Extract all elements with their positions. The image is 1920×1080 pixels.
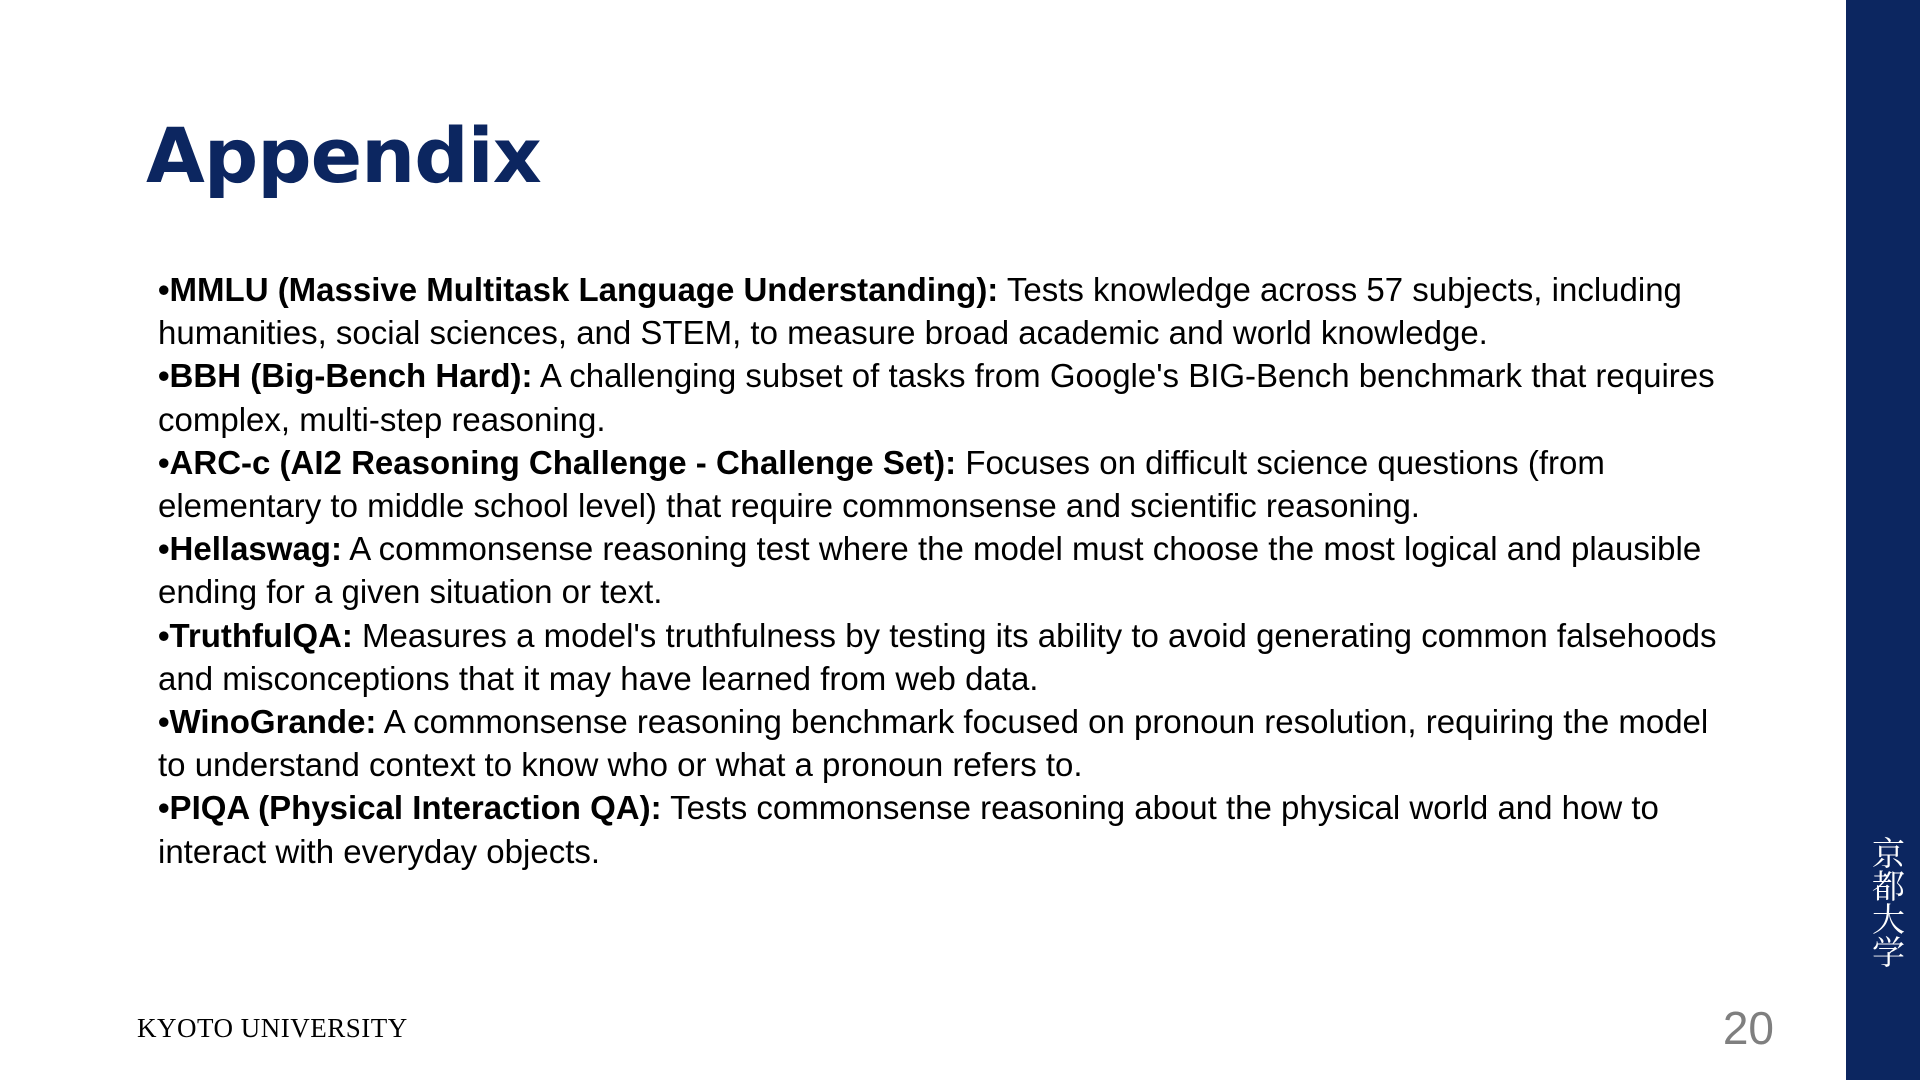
item-term: •Hellaswag: [158,530,342,568]
item-description: Focuses on difficult science questions (from elementary to middle school level) that require commonsense and scientific reasoning. [158,443,1605,525]
list-item [158,614,1738,700]
list-item [158,527,1738,613]
slide-title: Appendix [146,111,541,200]
list-item [158,786,1738,872]
page-number: 20 [1722,1002,1774,1054]
university-logo-text: KYOTO UNIVERSITY [137,1013,408,1043]
item-term: •MMLU (Massive Multitask Language Understanding): [158,271,999,308]
university-vertical-name: 京都大学 [1867,836,1906,968]
list-item [158,441,1738,527]
item-term: •ARC-c (AI2 Reasoning Challenge - Challenge Set): [158,443,957,481]
list-item [158,354,1738,440]
item-description: A commonsense reasoning test where the model must choose the most logical and plausible ending for a given situation or text. [158,530,1702,611]
item-term: •TruthfulQA: [158,616,353,654]
item-description: A challenging subset of tasks from Google's BIG-Bench benchmark that requires complex, multi-step reasoning. [158,357,1715,438]
benchmark-list [158,268,1738,873]
item-description: Measures a model's truthfulness by testing its ability to avoid generating common falsehoods and misconceptions that it may have learned from web data. [158,616,1717,697]
list-item [158,268,1738,354]
list-item [158,700,1738,786]
item-description: Tests knowledge across 57 subjects, including humanities, social sciences, and STEM, to measure broad academic and world knowledge. [158,271,1682,352]
item-description: A commonsense reasoning benchmark focused on pronoun resolution, requiring the model to understand context to know who or what a pronoun refers to. [158,703,1709,784]
item-term: •WinoGrande: [158,703,377,741]
item-term: •BBH (Big-Bench Hard): [158,357,533,395]
item-description: Tests commonsense reasoning about the physical world and how to interact with everyday objects. [158,789,1659,870]
item-term: •PIQA (Physical Interaction QA): [158,789,662,827]
